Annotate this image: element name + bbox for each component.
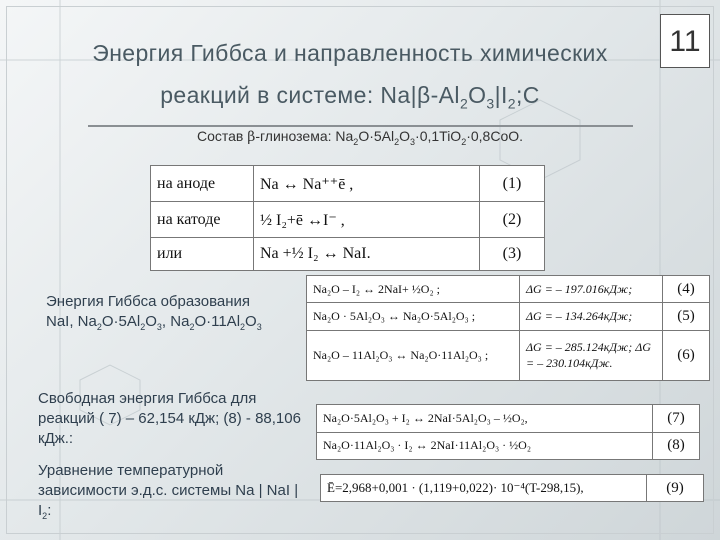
equation-number: (4) [663,276,710,303]
gibbs-formation-line2: NaI, $Na_2O\cdot 5Al_2O_3$, $Na_2O\cdot 11Al_2O_3$ [46,313,262,332]
reaction-table [316,404,700,460]
title-divider [88,125,633,127]
gibbs-value: ΔG = – 197.016кДж; [520,276,663,303]
table-row [317,405,700,433]
title-line-1: Энергия Гиббса и направленность химических [92,40,608,66]
slide-number: 11 [660,14,710,68]
row-label: или [151,238,254,271]
equation-number: (8) [653,432,700,460]
slide-title [40,32,660,125]
electrode-reactions-table [150,165,545,271]
table-row [307,303,710,330]
equation-number: (1) [480,166,545,202]
title-line-2: реакций в системе: $Na|\beta-Al_2O_3|I_2;C$ [160,82,540,112]
equation: Na ↔ Na⁺⁺ē , [254,166,480,202]
equation: Na₂O·11Al₂O₃ · I₂ ↔ 2NaI·11Al₂O₃ · ½O₂ [317,432,653,460]
equation: Na +½ I₂ ↔ NaI. [254,238,480,271]
gibbs-formation-text [46,292,308,337]
emf-equation-box [320,474,704,502]
gibbs-formation-line1: Энергия Гиббса образования [46,293,251,310]
equation: Na₂O·5Al₂O₃ + I₂ ↔ 2NaI·5Al₂O₃ – ½O₂, [317,405,653,433]
equation: Na₂O – I₂ ↔ 2NaI+ ½O₂ ; [307,276,520,303]
gibbs-value: ΔG = – 134.264кДж; [520,303,663,330]
equation-number: (3) [480,238,545,271]
table-row [151,238,545,271]
equation: Ē=2,968+0,001 · (1,119+0,022)· 10⁻⁴(T-298,15), [321,475,647,502]
row-label: на катоде [151,202,254,238]
equation: Na₂O – 11Al₂O₃ ↔ Na₂O·11Al₂O₃ ; [307,330,520,380]
table-row [151,202,545,238]
equation-number: (9) [647,475,704,502]
temperature-dependence-text: Уравнение температурной зависимости э.д.с. системы Na | NaI | $I_2$: [38,462,299,521]
equation: Na₂O · 5Al₂O₃ ↔ Na₂O·5Al₂O₃ ; [307,303,520,330]
table-row [317,432,700,460]
table-row [307,276,710,303]
free-energy-text: Свободная энергия Гиббса для реакций ( 7) – 62,154 кДж; (8) - 88,106 кДж.: [38,390,301,447]
equation: ½ I₂+ē ↔I⁻ , [254,202,480,238]
row-label: на аноде [151,166,254,202]
equation-number: (7) [653,405,700,433]
gibbs-energy-table [306,275,710,381]
composition-line: Состав β-глинозема: $Na_2O\cdot 5Al_2O_3\cdot 0,1TiO_2\cdot 0,8CoO$. [196,128,524,147]
equation-number: (6) [663,330,710,380]
gibbs-value: ΔG = – 285.124кДж; ΔG = – 230.104кДж. [520,330,663,380]
equation-number: (5) [663,303,710,330]
table-row [151,166,545,202]
table-row [321,475,704,502]
table-row [307,330,710,380]
equation-number: (2) [480,202,545,238]
